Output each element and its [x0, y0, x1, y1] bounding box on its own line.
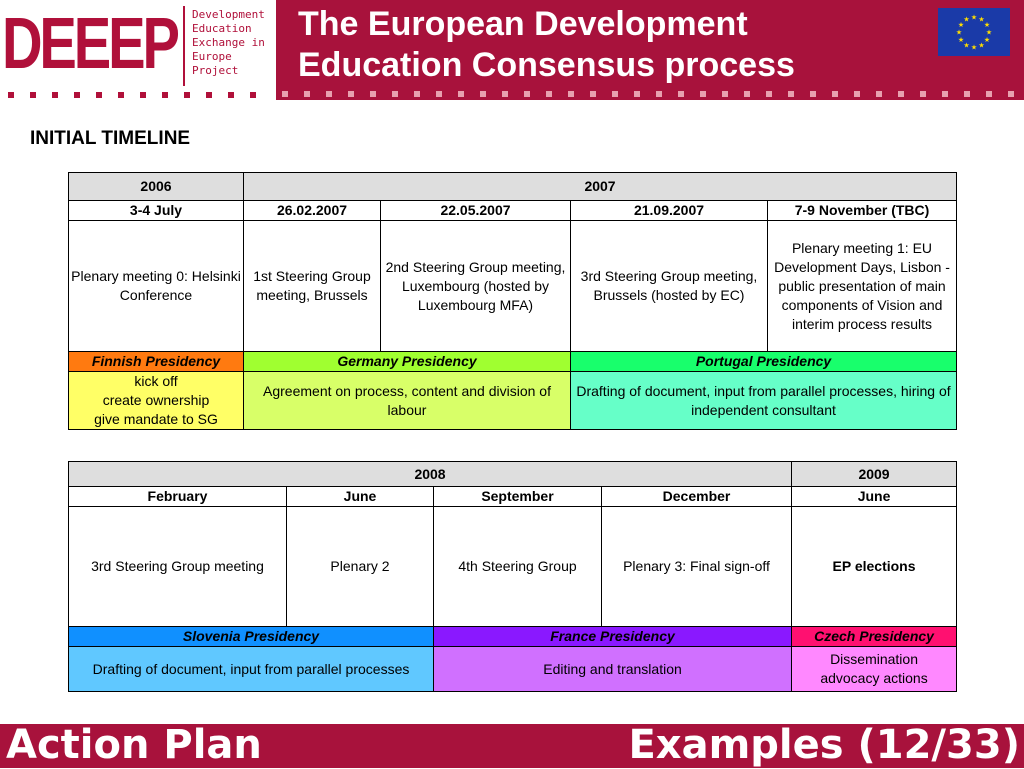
presidency-cell-germany: Germany Presidency: [244, 352, 571, 372]
logo-wordmark: DEEEP: [2, 4, 177, 84]
dot: [184, 92, 190, 98]
dot: [118, 92, 124, 98]
dot: [524, 91, 530, 97]
activity-cell-slovenia: Drafting of document, input from parallel processes: [69, 647, 434, 692]
dot: [348, 91, 354, 97]
logo-subtitle-line: Development: [192, 8, 265, 21]
year-2006-cell: 2006: [69, 173, 244, 201]
presidency-cell-czech: Czech Presidency: [792, 627, 957, 647]
dot: [228, 92, 234, 98]
dot: [480, 91, 486, 97]
month-row: [69, 487, 957, 507]
eu-star: ★: [970, 14, 978, 22]
presidency-cell-france: France Presidency: [434, 627, 792, 647]
eu-star: ★: [983, 37, 991, 44]
date-cell: 22.05.2007: [381, 201, 571, 221]
event-cell: Plenary meeting 1: EU Development Days, Lisbon - public presentation of main components of Vision and interim process results: [768, 221, 957, 352]
presidency-cell-finnish: Finnish Presidency: [69, 352, 244, 372]
footer-section-title: Action Plan: [6, 722, 262, 768]
dot: [832, 91, 838, 97]
presidency-cell-slovenia: Slovenia Presidency: [69, 627, 434, 647]
activity-cell-finnish: [69, 372, 244, 430]
activity-cell-france: Editing and translation: [434, 647, 792, 692]
dot: [678, 91, 684, 97]
timeline-table-2008-2009: [68, 461, 957, 692]
title-band: [276, 0, 1024, 100]
year-row: [69, 462, 957, 487]
activity-line: Dissemination: [830, 651, 918, 667]
dot: [744, 91, 750, 97]
dot: [810, 91, 816, 97]
month-cell: February: [69, 487, 287, 507]
title-dotted-rule: [276, 88, 1024, 100]
date-cell: 7-9 November (TBC): [768, 201, 957, 221]
activity-row: [69, 372, 957, 430]
event-row: [69, 507, 957, 627]
eu-star: ★: [957, 22, 965, 29]
logo: [0, 0, 276, 100]
logo-subtitle: [192, 8, 265, 78]
dot: [986, 91, 992, 97]
dot: [920, 91, 926, 97]
activity-line: give mandate to SG: [94, 411, 218, 427]
event-cell: Plenary 2: [287, 507, 434, 627]
event-cell: 3rd Steering Group meeting, Brussels (hosted by EC): [571, 221, 768, 352]
page-title: [298, 4, 795, 86]
year-row: [69, 173, 957, 201]
dot: [854, 91, 860, 97]
year-2009-cell: 2009: [792, 462, 957, 487]
dot: [250, 92, 256, 98]
section-heading: INITIAL TIMELINE: [30, 128, 191, 149]
event-row: [69, 221, 957, 352]
date-cell: 26.02.2007: [244, 201, 381, 221]
month-cell: December: [602, 487, 792, 507]
dot: [590, 91, 596, 97]
dot: [942, 91, 948, 97]
year-2008-cell: 2008: [69, 462, 792, 487]
eu-star: ★: [978, 42, 985, 50]
eu-star: ★: [963, 42, 970, 50]
timeline-table-2006-2007: [68, 172, 957, 430]
eu-star: ★: [983, 22, 991, 29]
dot: [876, 91, 882, 97]
dot: [370, 91, 376, 97]
eu-flag-icon: [938, 8, 1010, 56]
dot: [700, 91, 706, 97]
dot: [30, 92, 36, 98]
footer-page-label: Examples (12/33): [628, 722, 1020, 768]
event-cell: 3rd Steering Group meeting: [69, 507, 287, 627]
dot: [502, 91, 508, 97]
dot: [392, 91, 398, 97]
logo-subtitle-line: Exchange in: [192, 36, 265, 49]
logo-divider: [183, 6, 185, 86]
dot: [326, 91, 332, 97]
month-cell: September: [434, 487, 602, 507]
dot: [304, 91, 310, 97]
dot: [282, 91, 288, 97]
month-cell: June: [287, 487, 434, 507]
dot: [612, 91, 618, 97]
event-cell: Plenary 3: Final sign-off: [602, 507, 792, 627]
logo-subtitle-line: Europe: [192, 50, 232, 63]
dot: [140, 92, 146, 98]
eu-star: ★: [963, 16, 970, 24]
dot: [1008, 91, 1014, 97]
dot: [74, 92, 80, 98]
dot: [458, 91, 464, 97]
eu-star: ★: [985, 29, 993, 37]
logo-subtitle-line: Education: [192, 22, 252, 35]
dot: [436, 91, 442, 97]
date-row: [69, 201, 957, 221]
eu-star: ★: [955, 29, 963, 37]
date-cell: 21.09.2007: [571, 201, 768, 221]
dot: [96, 92, 102, 98]
dot: [898, 91, 904, 97]
year-2007-cell: 2007: [244, 173, 957, 201]
dot: [788, 91, 794, 97]
dot: [568, 91, 574, 97]
activity-line: advocacy actions: [820, 670, 928, 686]
dot: [546, 91, 552, 97]
dot: [414, 91, 420, 97]
page-title-line2: Education Consensus process: [298, 46, 795, 84]
dot: [766, 91, 772, 97]
event-cell-ep-elections: EP elections: [792, 507, 957, 627]
page-title-line1: The European Development: [298, 5, 748, 43]
dot: [8, 92, 14, 98]
date-cell: 3-4 July: [69, 201, 244, 221]
presidency-row: [69, 627, 957, 647]
event-cell: 1st Steering Group meeting, Brussels: [244, 221, 381, 352]
dot: [52, 92, 58, 98]
event-cell: Plenary meeting 0: Helsinki Conference: [69, 221, 244, 352]
activity-cell-portugal: Drafting of document, input from parallel processes, hiring of independent consultant: [571, 372, 957, 430]
activity-line: create ownership: [102, 392, 210, 408]
month-cell: June: [792, 487, 957, 507]
dot: [656, 91, 662, 97]
activity-cell-czech: [792, 647, 957, 692]
presidency-cell-portugal: Portugal Presidency: [571, 352, 957, 372]
event-cell: 2nd Steering Group meeting, Luxembourg (hosted by Luxembourg MFA): [381, 221, 571, 352]
logo-subtitle-line: Project: [192, 64, 239, 77]
dot: [206, 92, 212, 98]
eu-star: ★: [970, 44, 978, 52]
eu-star: ★: [978, 16, 985, 24]
dot: [162, 92, 168, 98]
logo-dotted-rule: [0, 90, 276, 100]
dot: [964, 91, 970, 97]
eu-star: ★: [957, 37, 965, 44]
activity-row: [69, 647, 957, 692]
activity-line: kick off: [134, 373, 178, 389]
dot: [722, 91, 728, 97]
footer-band: [0, 724, 1024, 768]
dot: [634, 91, 640, 97]
event-cell: 4th Steering Group: [434, 507, 602, 627]
presidency-row: [69, 352, 957, 372]
activity-cell-germany: Agreement on process, content and division of labour: [244, 372, 571, 430]
